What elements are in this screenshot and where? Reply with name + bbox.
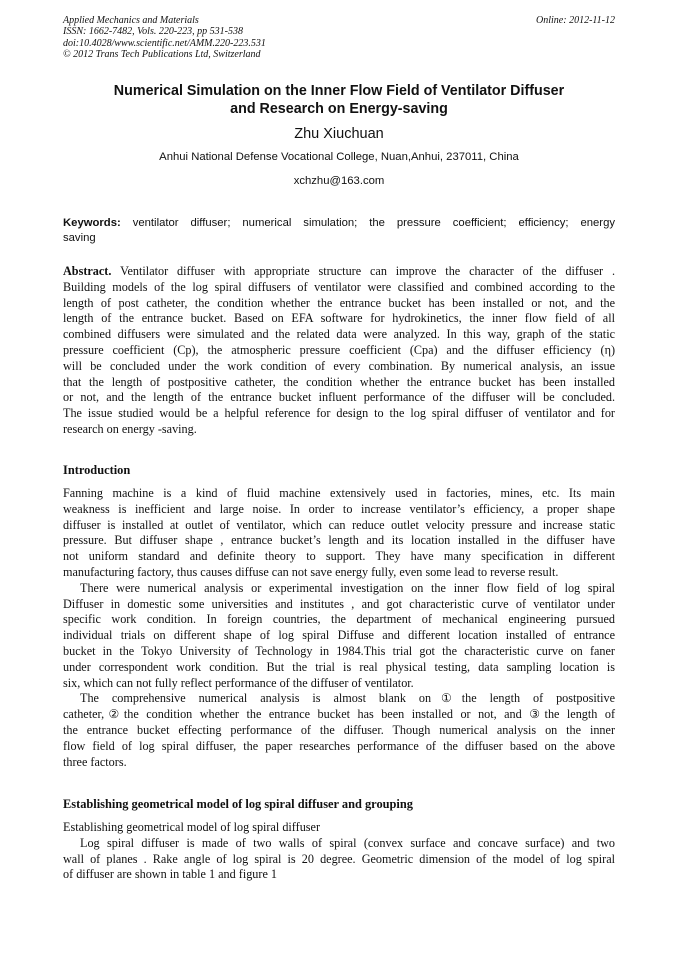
issn-line: ISSN: 1662-7482, Vols. 220-223, pp 531-538: [63, 26, 243, 38]
paragraph-line: diffuser is installed at outlet of ventilator, which can reduce outlet velocity pressure and increase static: [63, 517, 615, 532]
paper-title: [63, 82, 615, 118]
paragraph-line: under correspondent work condition. But the trial is real physical testing, data sampling location is: [63, 659, 615, 674]
paragraph-line: pressure. But diffuser shape , entrance bucket’s length and its location installed in the diffuser have: [63, 533, 615, 548]
paragraph-line: the entrance bucket effecting performance of the diffuser. Though numerical analysis on the inner: [63, 722, 615, 737]
online-date: Online: 2012-11-12: [536, 15, 615, 26]
author-name: Zhu Xiuchuan: [294, 126, 384, 142]
paragraph-line: catheter,②the condition whether the entrance bucket has been installed or not, and ③the length of: [63, 707, 615, 722]
title-line: and Research on Energy-saving: [230, 101, 448, 117]
subsection-heading: Establishing geometrical model of log spiral diffuser: [63, 820, 321, 834]
abstract-line: The issue studied would be a helpful reference for design to the log spiral diffuser of ventilator and for: [63, 406, 615, 421]
abstract-line: length of post catheter, the condition whether the entrance bucket has been installed or not, and the: [63, 295, 615, 310]
keywords-label: Keywords:: [63, 217, 121, 229]
affiliation: Anhui National Defense Vocational College, Nuan,Anhui, 237011, China: [159, 151, 519, 163]
paragraph-line: wall of planes . Rake angle of log spiral is 20 degree. Geometric dimension of the model of log spiral: [63, 851, 615, 866]
doi-line: doi:10.4028/www.scientific.net/AMM.220-223.531: [63, 37, 266, 49]
paragraph-line: The comprehensive numerical analysis is almost blank on①the length of postpositive: [80, 691, 615, 706]
paragraph-line: not uniform standard and definite theory to support. They have many specification in different: [63, 549, 615, 564]
paragraph-line: There were numerical analysis or experimental investigation on the inner flow field of log spiral: [80, 580, 615, 595]
journal-name: Applied Mechanics and Materials: [63, 15, 199, 26]
paragraph-line: manufacturing factory, thus causes diffuse can not save energy fully, even some lead to reverse result.: [63, 564, 559, 579]
abstract-label: Abstract.: [63, 264, 112, 278]
keywords-line: saving: [63, 232, 96, 244]
author-email[interactable]: xchzhu@163.com: [293, 175, 385, 187]
paragraph-line: Log spiral diffuser is made of two walls of spiral (convex surface and concave surface) and two: [80, 835, 615, 850]
keywords-text: ventilator diffuser; numerical simulation; the pressure coefficient; efficiency; energy: [132, 217, 615, 229]
paragraph-line: flow field of log spiral diffuser, the paper researches performance of the diffuser based on the above: [63, 738, 615, 753]
abstract-line: will be concluded under the work condition of every combination. By numerical analysis, an issue: [63, 358, 615, 373]
paragraph-line: Fanning machine is a kind of fluid machine extensively used in factories, mines, etc. Its main: [63, 486, 615, 500]
journal-header: [63, 15, 615, 61]
abstract-line: [63, 264, 615, 280]
keywords-block: [63, 216, 615, 246]
abstract-line: combined diffusers were simulated and the related data were analyzed. In this way, graph of the static: [63, 327, 615, 342]
copyright-line: © 2012 Trans Tech Publications Ltd, Switzerland: [63, 49, 261, 61]
paragraph-line: six, which can not fully reflect performance of the diffuser of ventilator.: [63, 675, 414, 690]
abstract-line: that the length of postpositive catheter, the condition whether the entrance bucket has been installed: [63, 374, 615, 389]
abstract-first-text: Ventilator diffuser with appropriate structure can improve the character of the diffuser .: [120, 264, 616, 278]
section-heading-geometric-model: Establishing geometrical model of log spiral diffuser and grouping: [63, 797, 413, 811]
introduction-body: [63, 486, 615, 770]
paragraph-line: three factors.: [63, 754, 127, 769]
paragraph-line: individual trials on different shape of log spiral Diffuse and different location installed of entrance: [63, 628, 615, 643]
paragraph-line: of diffuser are shown in table 1 and figure 1: [63, 867, 278, 882]
paragraph-line: Diffuser in domestic some universities and institutes , and got characteristic curve of ventilator under: [63, 596, 615, 611]
abstract-line: Building models of the log spiral diffusers of ventilator were classified and combined according to the: [63, 279, 615, 294]
abstract-line: length of the entrance bucket. Based on EFA software for hydrokinetics, the inner flow field of all: [63, 311, 615, 326]
abstract-block: [63, 264, 615, 438]
keywords-line: [63, 216, 615, 231]
abstract-line: pressure coefficient (Cp), the atmospheric pressure coefficient (Cpa) and the diffuser efficiency (η): [63, 342, 615, 357]
paragraph-line: weakness is inefficient and large noise. In order to increase ventilator’s efficiency, a proper shape: [63, 501, 615, 516]
section-heading-introduction: Introduction: [63, 463, 131, 477]
abstract-line: research on energy -saving.: [63, 421, 197, 436]
section2-body: [63, 820, 615, 883]
paragraph-line: bucket in the Tokyo University of Technology in 1984.This trial got the characteristic curve on faner: [63, 643, 615, 658]
title-line: Numerical Simulation on the Inner Flow Field of Ventilator Diffuser: [113, 83, 565, 99]
abstract-line: or not, and the length of the entrance bucket influent performance of the diffuser will be concluded.: [63, 390, 615, 405]
paragraph-line: specific work condition. In foreign countries, the department of mechanical engineering pursued: [63, 612, 615, 627]
